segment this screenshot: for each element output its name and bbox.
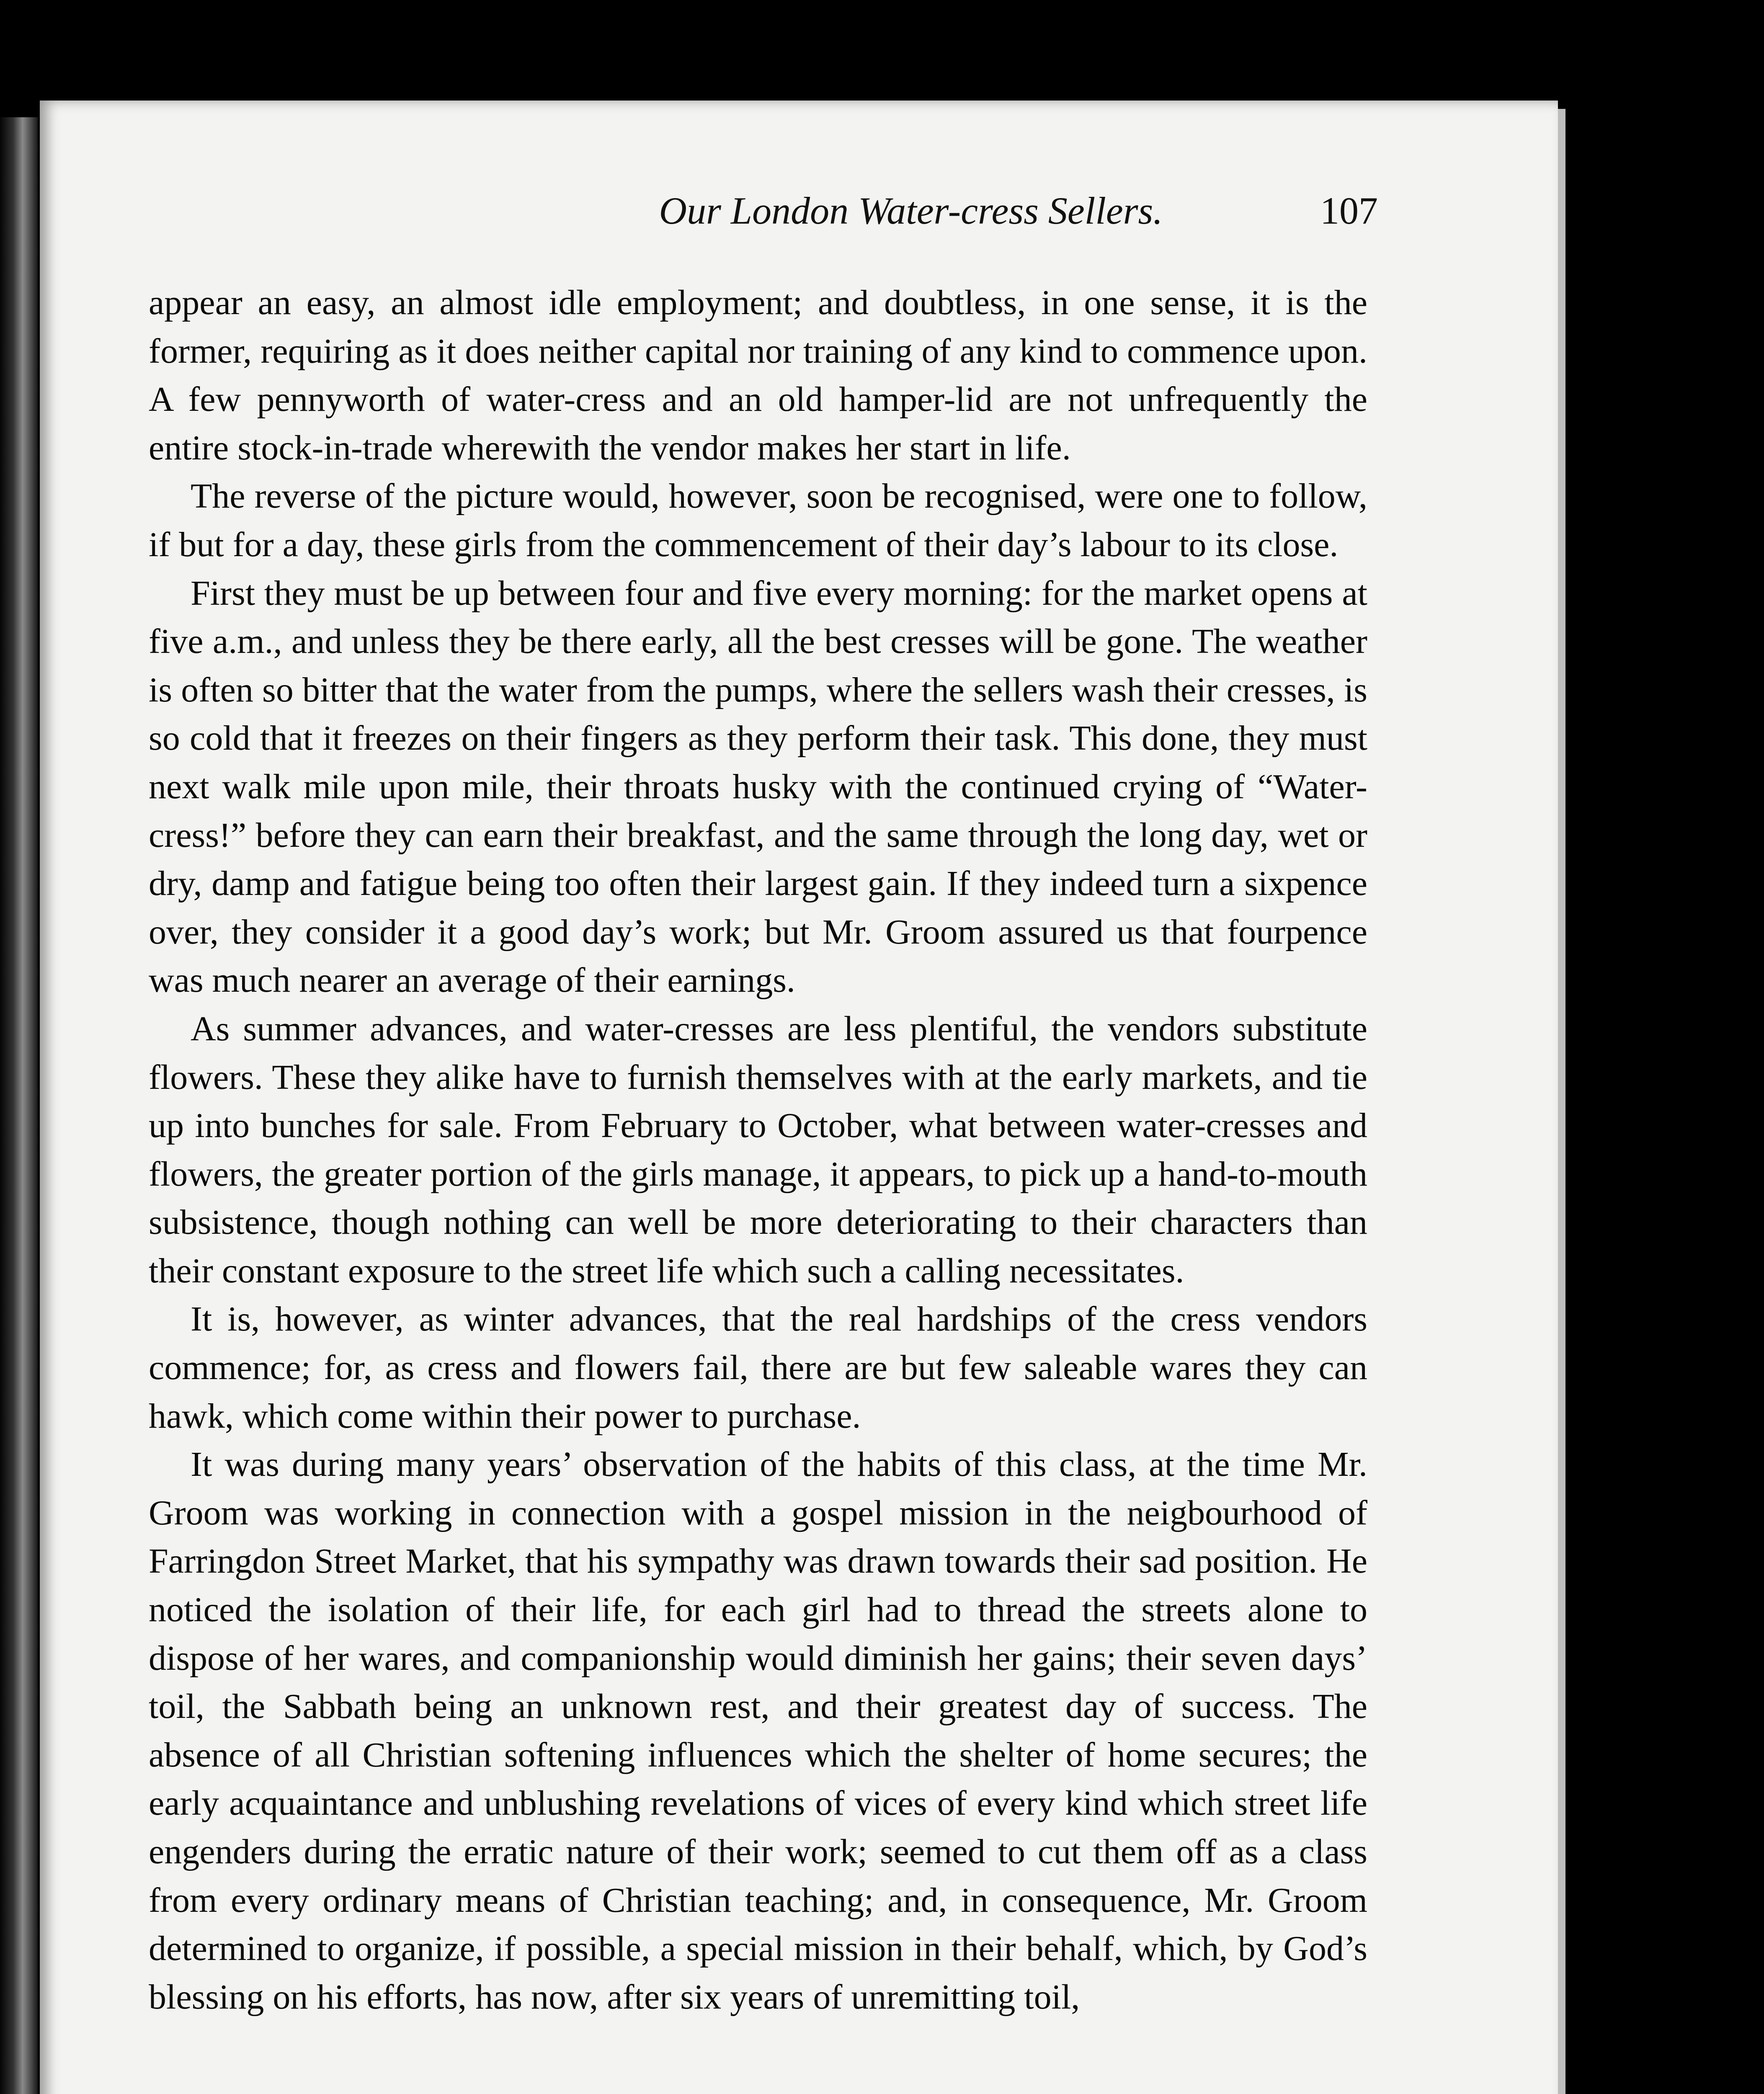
running-title: Our London Water-cress Sellers.	[659, 189, 1163, 232]
page-edge	[1558, 109, 1565, 2094]
page-number: 107	[1320, 189, 1378, 232]
paragraph: appear an easy, an almost idle employment; and doubtless, in one sense, it is the former, requiring as it does neither capital nor training of any kind to commence upon. A few pennyworth of water-cress and an old hamper-lid are not unfrequently the entire stock-in-trade wherewith the vendor makes her start in life.	[149, 283, 1367, 467]
paragraph: As summer advances, and water-cresses are less plentiful, the vendors substitute flowers. These they alike have to furnish themselves with at the early markets, and tie up into bunches for sale. From February to October, what between water-cresses and flowers, the greater portion of the girls manage, it appears, to pick up a hand-to-mouth subsistence, though nothing can well be more deteriorating to their characters than their constant exposure to the street life which such a calling necessitates.	[149, 1009, 1367, 1290]
book-spine-edge	[0, 117, 38, 2094]
body-text	[149, 279, 1367, 2021]
paragraph: It was during many years’ observation of the habits of this class, at the time Mr. Groom was working in connection with a gospel mission in the neigbourhood of Farringdon Street Market, that his sympathy was drawn towards their sad position. He noticed the isolation of their life, for each girl had to thread the streets alone to dispose of her wares, and companionship would diminish her gains; their seven days’ toil, the Sabbath being an unknown rest, and their greatest day of success. The absence of all Christian softening influences which the shelter of home secures; the early acquaintance and unblushing revelations of vices of every kind which street life engenders during the erratic nature of their work; seemed to cut them off as a class from every ordinary means of Christian teaching; and, in consequence, Mr. Groom determined to organize, if possible, a special mission in their behalf, which, by God’s blessing on his efforts, has now, after six years of unremitting toil,	[149, 1445, 1367, 2017]
paragraph: First they must be up between four and five every morning: for the market opens at five a.m., and unless they be there early, all the best cresses will be gone. The weather is often so bitter that the water from the pumps, where the sellers wash their cresses, is so cold that it freezes on their fingers as they perform their task. This done, they must next walk mile upon mile, their throats husky with the continued crying of “Water-cress!” before they can earn their breakfast, and the same through the long day, wet or dry, damp and fatigue being too often their largest gain. If they indeed turn a sixpence over, they consider it a good day’s work; but Mr. Groom assured us that fourpence was much nearer an average of their earnings.	[149, 573, 1367, 1000]
paragraph: It is, however, as winter advances, that the real hardships of the cress vendors commence; for, as cress and flowers fail, there are but few saleable wares they can hawk, which come within their power to purchase.	[149, 1300, 1367, 1436]
paragraph: The reverse of the picture would, however, soon be recognised, were one to follow, if but for a day, these girls from the commencement of their day’s labour to its close.	[149, 477, 1367, 564]
